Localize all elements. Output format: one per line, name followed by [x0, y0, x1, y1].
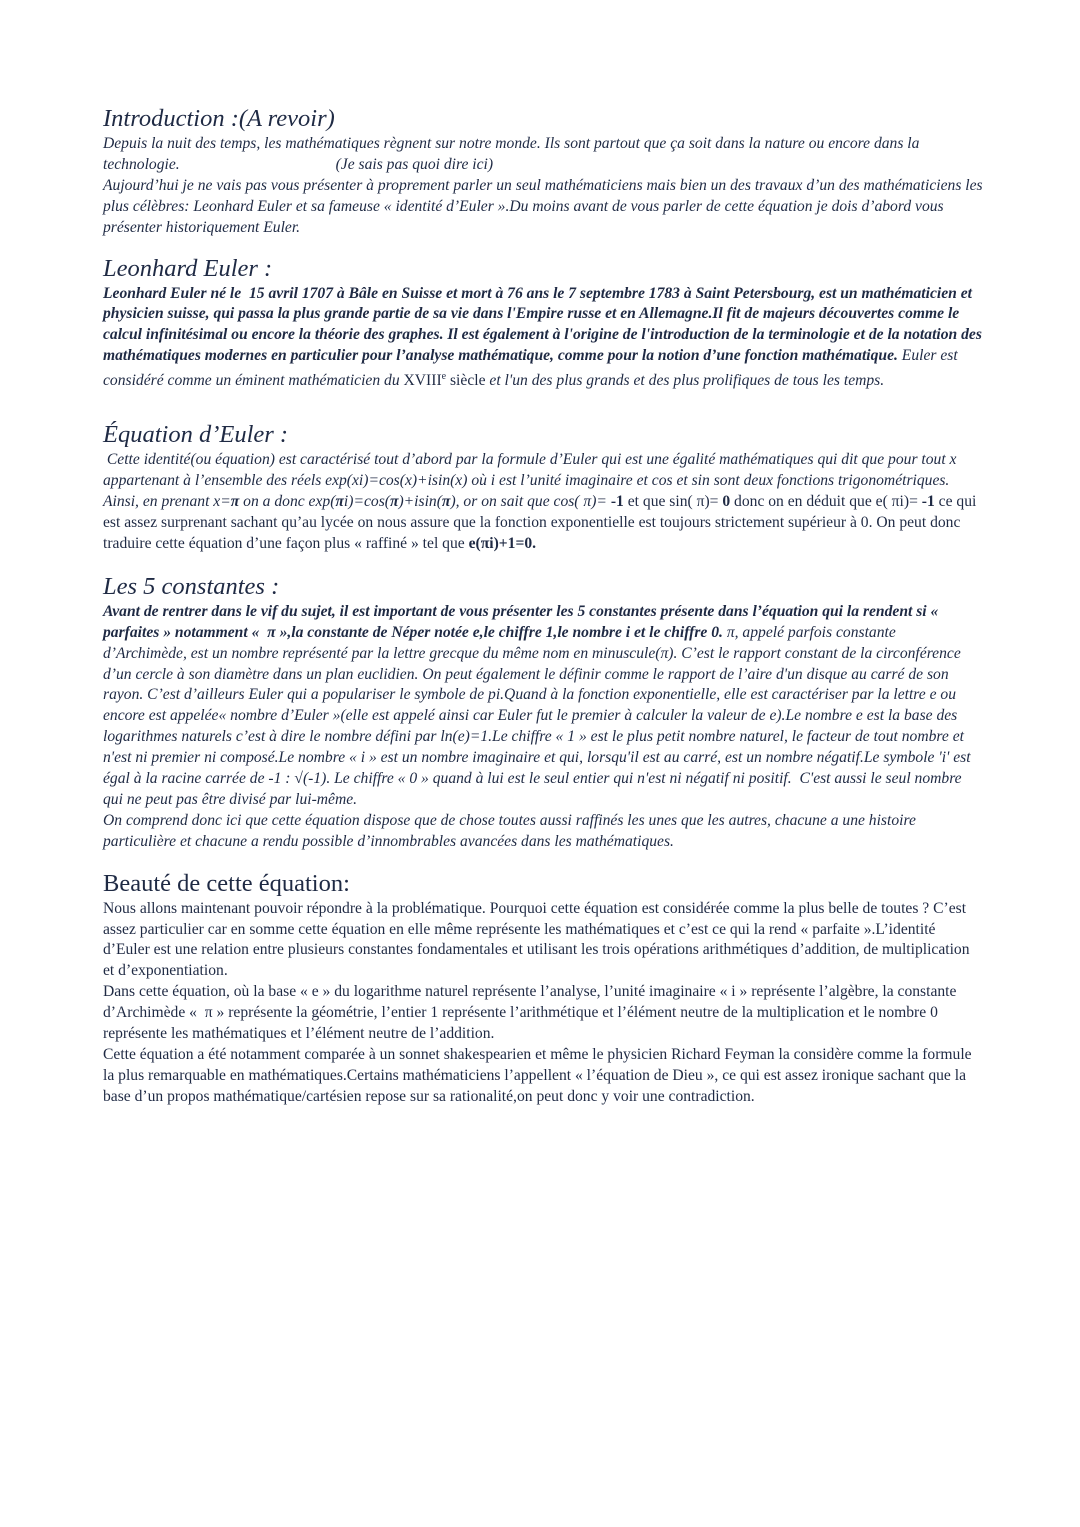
section-introduction — [103, 104, 987, 239]
section-leonhard-euler — [103, 254, 986, 393]
eq-pi: π — [441, 493, 451, 511]
section-title-introduction: Introduction :(A revoir) — [103, 105, 335, 132]
constants-paragraph-2: On comprend donc ici que cette équation dispose que de chose toutes aussi raffinés les unes que les autres, chacune a une histoire particulière et chacune a rendu possible d’innombrables avancées dans les mathématiques. — [103, 811, 920, 850]
eq-text: on a donc exp( — [239, 493, 336, 511]
eq-text: ), or on sait que cos( π)= — [450, 493, 611, 511]
section-title-five-constants: Les 5 constantes : — [103, 572, 280, 600]
euler-bio-italic-text: Euler est considéré comme un éminent mathématicien du — [103, 347, 962, 390]
eq-text: ce qui est assez surprenant sachant qu’au lycée on nous assure que la fonction exponentielle est toujours strictement supérieur à 0. On peut donc traduire cette équation d’une façon plus « raffiné » tel que — [103, 493, 981, 552]
section-title-beauty: Beauté de cette équation: — [103, 869, 350, 897]
eq-pi: π — [230, 493, 240, 511]
euler-identity-formula: e(πi)+1=0. — [468, 534, 537, 552]
eq-text: )+isin( — [398, 493, 442, 511]
beauty-paragraph-1: Nous allons maintenant pouvoir répondre à la problématique. Pourquoi cette équation est considérée comme la plus belle de toutes ? C’est assez particulier car en somme cette équation en elle même représente les mathématiques et c’est ce qui la rend « parfaite ».L’identité d’Euler est une relation entre plusieurs constantes fondamentales et utilisant les trois opérations arithmétiques d’addition, de multiplication et d’exponentiation. — [103, 899, 974, 980]
equation-paragraph-2 — [103, 492, 983, 555]
section-title-leonhard-euler: Leonhard Euler : — [103, 254, 273, 282]
eq-text: et que sin( π)= — [623, 493, 723, 511]
equation-paragraph-1: Cette identité(ou équation) est caractérisé tout d’abord par la formule d’Euler qui est une égalité mathématiques qui dit que pour tout x appartenant à l’ensemble des réels exp(xi)=cos(x)+isin(x) où i est l’unité imaginaire et cos et sin sont deux fonctions trigonométriques. — [103, 451, 961, 490]
section-title-equation-euler: Équation d’Euler : — [103, 421, 289, 449]
eq-text: donc on en déduit que e( πi)= — [730, 493, 922, 511]
eq-text: Ainsi, en prenant x= — [103, 493, 231, 511]
eq-pi: π — [335, 493, 344, 511]
document-page — [103, 104, 987, 1108]
intro-paragraph-2: Aujourd’hui je ne vais pas vous présenter à proprement parler un seul mathématiciens mais bien un des travaux d’un des mathématiciens les plus célèbres: Leonhard Euler et sa fameuse « identité d’Euler ».Du moins avant de vous parler de cette équation je dois d’abord vous présenter historiquement Euler. — [103, 176, 987, 236]
eq-value-minus-one: -1 — [921, 493, 935, 511]
euler-siecle-word: siècle — [446, 372, 486, 390]
beauty-paragraph-3: Cette équation a été notamment comparée à un sonnet shakespearien et même le physicien Richard Feyman la considère comme la formule la plus remarquable en mathématiques.Certains mathématiciens l’appellent « l’équation de Dieu », ce qui est assez ironique sachant que la base d’un propos mathématique/cartésien repose sur sa rationalité,on peut donc y voir une contradiction. — [103, 1046, 976, 1105]
eq-pi: π — [389, 493, 399, 511]
euler-century-superscript: e — [441, 371, 447, 383]
euler-bio-bold-text: Leonhard Euler né le 15 avril 1707 à Bâle en Suisse et mort à 76 ans le 7 septembre 1783 à Saint Petersbourg, est un mathématicien et physicien suisse, qui passa la plus grande partie de sa vie dans l'Empire russe et en Allemagne.Il fit de majeurs découvertes comme le calcul infinitésimal ou encore la théorie des graphes. Il est également à l'origine de l'introduction de la terminologie et de la notation des mathématiques modernes en particulier pour l’analyse mathématique, comme pour la notion d’une fonction mathématique. — [103, 284, 986, 365]
eq-text: i)=cos( — [343, 493, 390, 511]
euler-bio-end-text: et l'un des plus grands et des plus prolifiques de tous les temps. — [485, 372, 885, 390]
eq-value-zero: 0 — [722, 493, 731, 511]
section-equation-euler — [103, 420, 983, 555]
beauty-paragraph-2: Dans cette équation, où la base « e » du logarithme naturel représente l’analyse, l’unité imaginaire « i » représente l’algèbre, la constante d’Archimède « π » représente la géométrie, l’entier 1 représente l’arithmétique et l’élément neutre de la multiplication et le nombre 0 représente les mathématiques et l’élément neutre de l’addition. — [103, 983, 961, 1043]
eq-value-minus-one: -1 — [610, 493, 624, 511]
section-five-constants — [103, 572, 983, 853]
constants-paragraph-1 — [103, 602, 983, 811]
section-beauty — [103, 869, 983, 1108]
intro-paragraph-1: Depuis la nuit des temps, les mathématiques règnent sur notre monde. Ils sont partout que ça soit dans la nature ou encore dans la technologie. (Je sais pas quoi dire ici) — [103, 135, 924, 173]
euler-biography-paragraph — [103, 284, 986, 393]
euler-century: XVIII — [403, 372, 442, 390]
constants-intro-bold: Avant de rentrer dans le vif du sujet, il est important de vous présenter les 5 constantes présente dans l’équation qui la rendent si « parfaites » notamment « π »,la constante de Néper notée e,le chiffre 1,le nombre i et le chiffre 0. — [103, 602, 943, 641]
constants-details: π, appelé parfois constante d’Archimède, est un nombre représenté par la lettre grecque du même nom en minuscule(π). C’est le rapport constant de la circonférence d’un cercle à son diamètre dans un plan euclidien. On peut également le définir comme le rapport de l’aire d'un disque au carré de son rayon. C’est d’ailleurs Euler qui a populariser le symbole de pi.Quand à la fonction exponentielle, elle est caractériser par la lettre e ou encore est appelée« nombre d’Euler »(elle est appelé ainsi car Euler fut le premier à calculer la valeur de e).Le nombre e est la base des logarithmes naturels c’est à dire le nombre défini par ln(e)=1.Le chiffre « 1 » est le plus petit nombre naturel, le facteur de tout nombre et n'est ni premier ni composé.Le nombre « i » est un nombre imaginaire et qui, lorsqu'il est au carré, est un nombre négatif.Le symbole 'i' est égal à la racine carrée de -1 : √(-1). Le chiffre « 0 » quand à lui est le seul entier qui n'est ni négatif ni positif. C'est aussi le seul nombre qui ne peut pas être divisé par lui-même. — [103, 623, 975, 808]
